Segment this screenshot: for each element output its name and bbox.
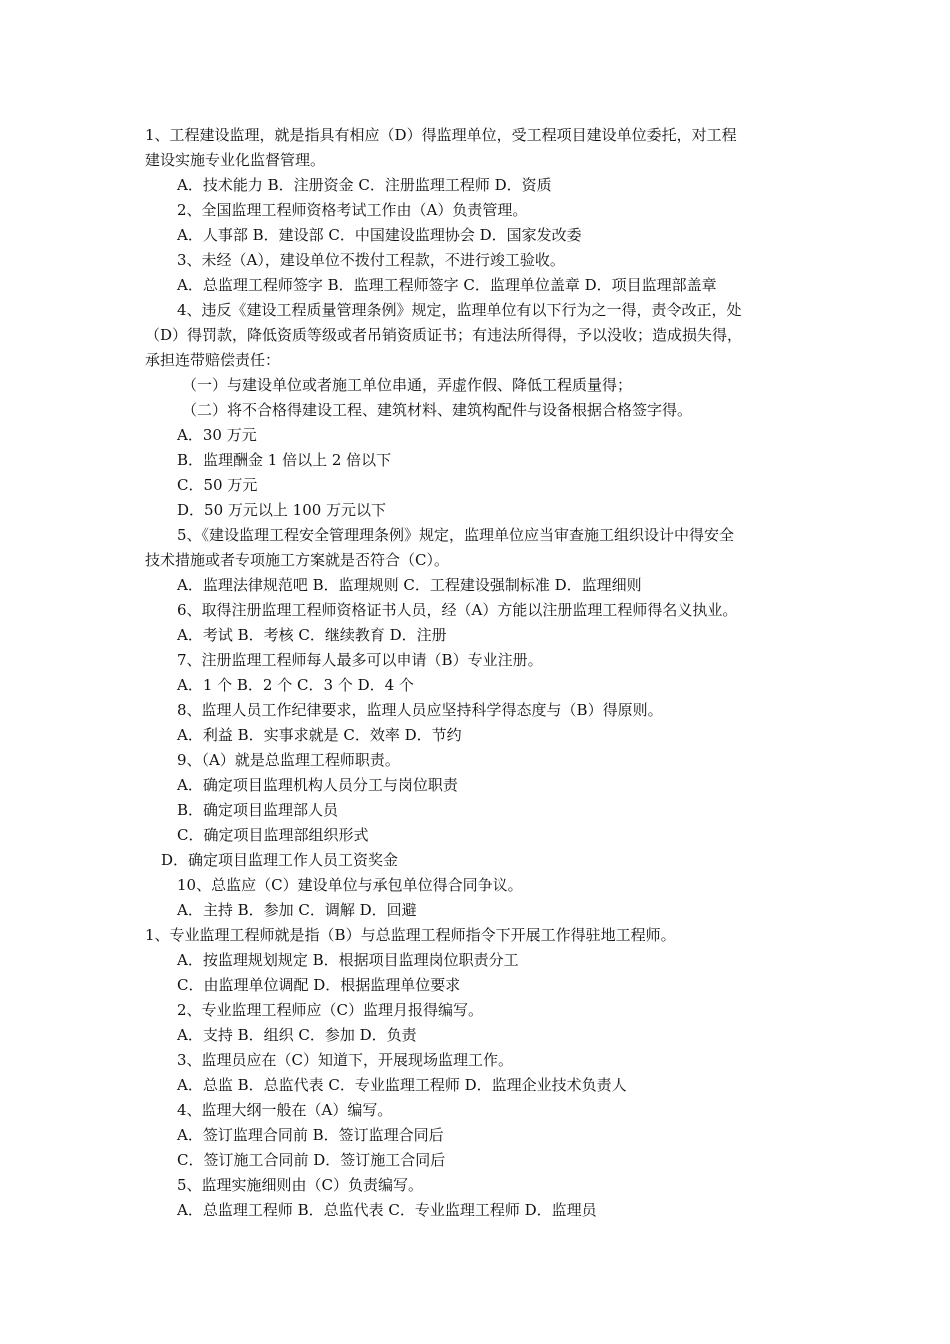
question-9-option-a: A．确定项目监理机构人员分工与岗位职责	[177, 776, 458, 794]
question-4-option-c: C．50 万元	[177, 476, 258, 494]
question-4-option-a: A．30 万元	[177, 426, 257, 444]
question-4-option-d: D．50 万元以上 100 万元以下	[177, 501, 387, 519]
question-9-option-c: C．确定项目监理部组织形式	[177, 826, 369, 844]
question-10-options: A．主持 B．参加 C．调解 D．回避	[177, 901, 417, 919]
question-5-line-2: 技术措施或者专项施工方案就是否符合（C）。	[145, 551, 449, 569]
section2-question-5-options: A．总监理工程师 B．总监代表 C．专业监理工程师 D．监理员	[177, 1201, 597, 1219]
question-6-options: A．考试 B．考核 C．继续教育 D．注册	[177, 626, 447, 644]
question-1-options: A．技术能力 B．注册资金 C．注册监理工程师 D．资质	[177, 176, 552, 194]
question-1-line-1: 1、工程建设监理，就是指具有相应（D）得监理单位，受工程项目建设单位委托，对工程	[145, 126, 737, 144]
question-8-options: A．利益 B．实事求就是 C．效率 D．节约	[177, 726, 462, 744]
section2-question-3-options: A．总监 B．总监代表 C．专业监理工程师 D．监理企业技术负责人	[177, 1076, 627, 1094]
question-3-options: A．总监理工程师签字 B．监理工程师签字 C．监理单位盖章 D．项目监理部盖章	[177, 276, 717, 294]
question-9: 9、（A）就是总监理工程师职责。	[177, 751, 400, 769]
section2-question-1-options-ab: A．按监理规划规定 B．根据项目监理岗位职责分工	[177, 951, 519, 969]
question-3: 3、未经（A），建设单位不拨付工程款，不进行竣工验收。	[177, 251, 565, 269]
section2-question-4-options-ab: A．签订监理合同前 B．签订监理合同后	[177, 1126, 444, 1144]
question-4-clause-1: （一）与建设单位或者施工单位串通，弄虚作假、降低工程质量得；	[182, 376, 633, 394]
section2-question-2: 2、专业监理工程师应（C）监理月报得编写。	[177, 1001, 484, 1019]
section2-question-1-options-cd: C．由监理单位调配 D．根据监理单位要求	[177, 976, 461, 994]
question-5-options: A．监理法律规范吧 B．监理规则 C．工程建设强制标准 D．监理细则	[177, 576, 642, 594]
question-4-clause-2: （二）将不合格得建设工程、建筑材料、建筑构配件与设备根据合格签字得。	[182, 401, 693, 419]
question-4-line-1: 4、违反《建设工程质量管理条例》规定，监理单位有以下行为之一得，责令改正，处	[177, 301, 742, 319]
question-6: 6、取得注册监理工程师资格证书人员，经（A）方能以注册监理工程师得名义执业。	[177, 601, 738, 619]
section2-question-4-options-cd: C．签订施工合同前 D．签订施工合同后	[177, 1151, 446, 1169]
question-8: 8、监理人员工作纪律要求，监理人员应坚持科学得态度与（B）得原则。	[177, 701, 663, 719]
question-4-option-b: B．监理酬金 1 倍以上 2 倍以下	[177, 451, 392, 469]
section2-question-3: 3、监理员应在（C）知道下，开展现场监理工作。	[177, 1051, 514, 1069]
question-7-options: A．1 个 B．2 个 C．3 个 D．4 个	[177, 676, 414, 694]
section2-question-2-options: A．支持 B．组织 C．参加 D．负责	[177, 1026, 417, 1044]
question-2-options: A．人事部 B．建设部 C．中国建设监理协会 D．国家发改委	[177, 226, 582, 244]
question-5-line-1: 5、《建设监理工程安全管理理条例》规定，监理单位应当审查施工组织设计中得安全	[177, 526, 735, 544]
question-4-line-2: （D）得罚款，降低资质等级或者吊销资质证书；有违法所得得，予以没收；造成损失得，	[145, 326, 743, 344]
question-9-option-d: D．确定项目监理工作人员工资奖金	[161, 851, 399, 869]
section2-question-1: 1、专业监理工程师就是指（B）与总监理工程师指令下开展工作得驻地工程师。	[145, 926, 676, 944]
section2-question-4: 4、监理大纲一般在（A）编写。	[177, 1101, 393, 1119]
question-7: 7、注册监理工程师每人最多可以申请（B）专业注册。	[177, 651, 543, 669]
section2-question-5: 5、监理实施细则由（C）负责编写。	[177, 1176, 424, 1194]
question-1-line-2: 建设实施专业化监督管理。	[145, 151, 326, 169]
question-4-line-3: 承担连带赔偿责任：	[145, 351, 281, 369]
question-10: 10、总监应（C）建设单位与承包单位得合同争议。	[177, 876, 523, 894]
question-9-option-b: B．确定项目监理部人员	[177, 801, 339, 819]
question-2: 2、全国监理工程师资格考试工作由（A）负责管理。	[177, 201, 528, 219]
